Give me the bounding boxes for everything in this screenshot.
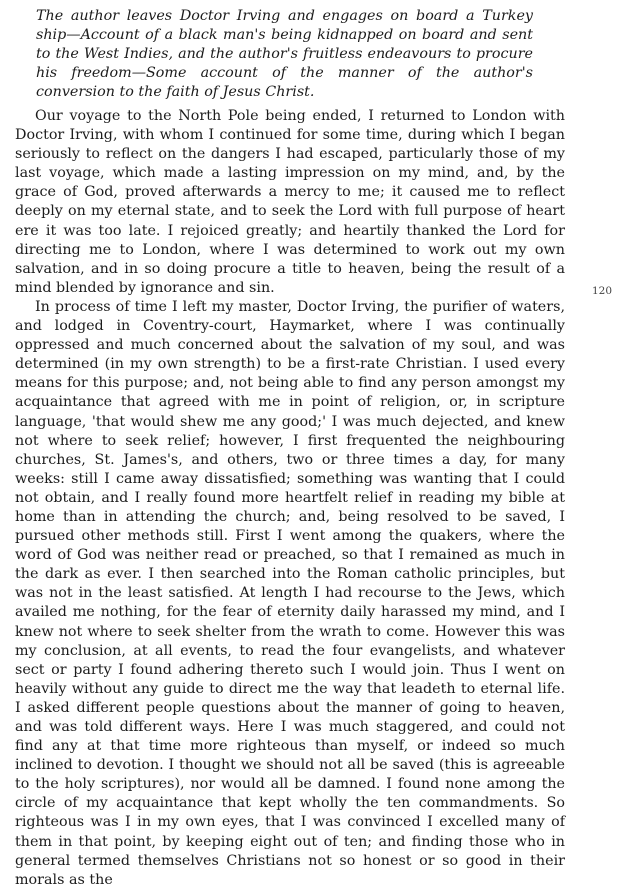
chapter-summary: The author leaves Doctor Irving and engages on board a Turkey ship—Account of a black man's being kidnapped on board and sent to the West Indies, and the author's fruitless endeavours to procure his freedom—Some account of the manner of the author's conversion to the faith of Jesus Christ. <box>36 8 533 100</box>
main-text <box>15 107 565 890</box>
paragraph-1: Our voyage to the North Pole being ended, I returned to London with Doctor Irving, with whom I continued for some time, during which I began seriously to reflect on the dangers I had escaped, particularly those of my last voyage, which made a lasting impression on my mind, and, by the grace of God, proved afterwards a mercy to me; it caused me to reflect deeply on my eternal state, and to seek the Lord with full purpose of heart ere it was too late. I rejoiced greatly; and heartily thanked the Lord for directing me to London, where I was determined to work out my own salvation, and in so doing procure a title to heaven, being the result of a mind blended by ignorance and sin. <box>15 108 565 296</box>
paragraph-2: In process of time I left my master, Doctor Irving, the purifier of waters, and lodged in Coventry-court, Haymarket, where I was continually oppressed and much concerned about the salvation of my soul, and was determined (in my own strength) to be a first-rate Christian. I used every means for this purpose; and, not being able to find any person amongst my acquaintance that agreed with me in point of religion, or, in scripture language, 'that would shew me any good;' I was much dejected, and knew not where to seek relief; however, I first frequented the neighbouring churches, St. James's, and others, two or three times a day, for many weeks: still I came away dissatisfied; something was wanting that I could not obtain, and I really found more heartfelt relief in reading my bible at home than in attending the church; and, being resolved to be saved, I pursued other methods still. First I went among the quakers, where the word of God was neither read or preached, so that I remained as much in the dark as ever. I then searched into the Roman catholic principles, but was not in the least satisfied. At length I had recourse to the Jews, which availed me nothing, for the fear of eternity daily harassed my mind, and I knew not where to seek shelter from the wrath to come. However this was my conclusion, at all events, to read the four evangelists, and whatever sect or party I found adhering thereto such I would join. Thus I went on heavily without any guide to direct me the way that leadeth to eternal life. I asked different people questions about the manner of going to heaven, and was told different ways. Here I was much staggered, and could not find any at that time more righteous than myself, or indeed so much inclined to devotion. I thought we should not all be saved (this is agreeable to the holy scriptures), nor would all be damned. I found none among the circle of my acquaintance that kept wholly the ten commandments. So righteous was I in my own eyes, that I was convinced I excelled many of them in that point, by keeping eight out of ten; and finding those who in general termed themselves Christians not so honest or so good in their morals as the <box>15 298 565 888</box>
page-number: 120 <box>592 285 613 297</box>
